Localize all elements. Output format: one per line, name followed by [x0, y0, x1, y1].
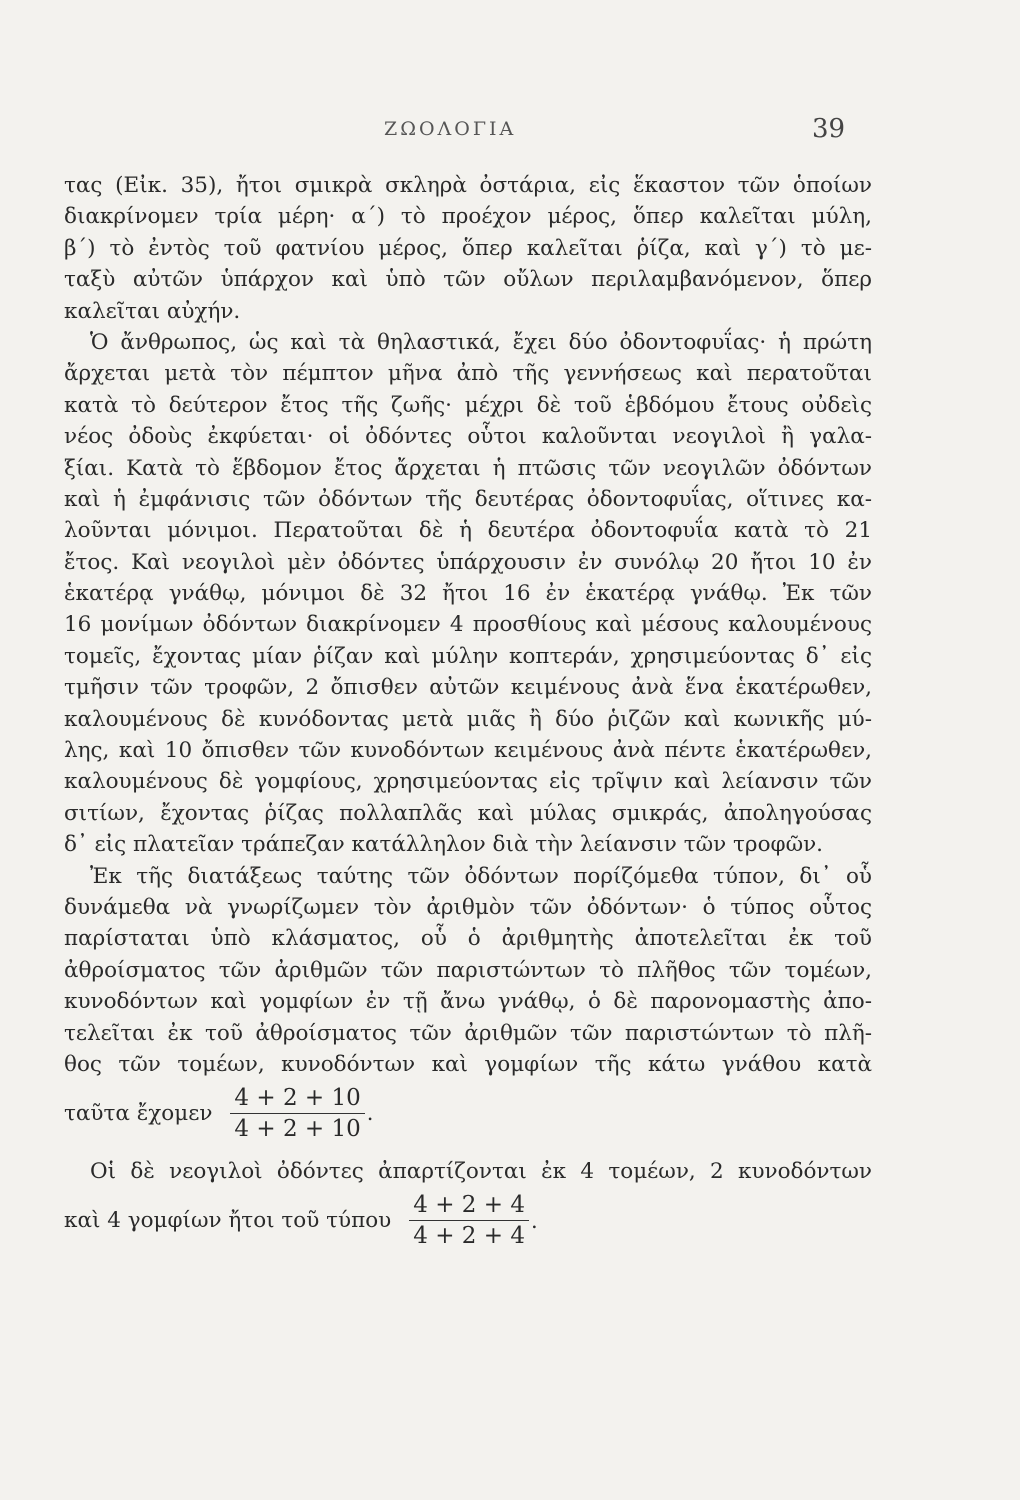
text-line: λοῦνται μόνιμοι. Περατοῦται δὲ ἡ δευτέρα ὀδοντοφυΐα κατὰ τὸ 21 [64, 518, 872, 544]
formula-lead-text: καὶ 4 γομφίων ἤτοι τοῦ τύπου [64, 1208, 392, 1234]
fraction-numerator: 4 + 2 + 4 [409, 1190, 529, 1221]
text-line: καλουμένους δὲ γομφίους, χρησιμεύοντας εἰς τρῖψιν καὶ λείανσιν τῶν [64, 769, 872, 795]
formula-end-dot: . [530, 1208, 538, 1233]
body-text [64, 170, 872, 1254]
formula-end-dot: . [366, 1101, 374, 1126]
text-line: καλουμένους δὲ κυνόδοντας μετὰ μιᾶς ἢ δύο ῥιζῶν καὶ κωνικῆς μύ- [64, 706, 872, 732]
text-line: ἔτος. Καὶ νεογιλοὶ μὲν ὀδόντες ὑπάρχουσιν ἐν συνόλῳ 20 ἤτοι 10 ἐν [64, 549, 872, 575]
dental-formula-fraction [230, 1083, 364, 1144]
text-line: καὶ ἡ ἐμφάνισις τῶν ὀδόντων τῆς δευτέρας ὀδοντοφυΐας, οἵτινες κα- [64, 486, 872, 512]
text-line: Οἱ δὲ νεογιλοὶ ὀδόντες ἀπαρτίζονται ἐκ 4 τομέων, 2 κυνοδόντων [90, 1159, 872, 1185]
text-line: β΄) τὸ ἐντὸς τοῦ φατνίου μέρος, ὅπερ καλεῖται ῥίζα, καὶ γ΄) τὸ με- [64, 235, 872, 261]
text-line: ἑκατέρᾳ γνάθῳ, μόνιμοι δὲ 32 ἤτοι 16 ἐν ἑκατέρᾳ γνάθῳ. Ἐκ τῶν [64, 581, 872, 607]
formula-milk-teeth [64, 1188, 872, 1254]
text-line: τελεῖται ἐκ τοῦ ἀθροίσματος τῶν ἀριθμῶν τῶν παριστώντων τὸ πλῆ- [64, 1020, 872, 1046]
text-line: δ᾽ εἰς πλατεῖαν τράπεζαν κατάλληλον διὰ τὴν λείανσιν τῶν τροφῶν. [64, 832, 824, 858]
text-line: τμῆσιν τῶν τροφῶν, 2 ὄπισθεν αὐτῶν κειμένους ἀνὰ ἕνα ἑκατέρωθεν, [64, 675, 872, 701]
text-line: καλεῖται αὐχήν. [64, 298, 241, 324]
page-number: 39 [812, 114, 846, 144]
fraction-denominator: 4 + 2 + 4 [413, 1223, 525, 1250]
page-header [0, 114, 1020, 158]
text-line: ἄρχεται μετὰ τὸν πέμπτον μῆνα ἀπὸ τῆς γεννήσεως καὶ περατοῦται [64, 361, 872, 387]
text-line: παρίσταται ὑπὸ κλάσματος, οὗ ὁ ἀριθμητὴς ἀποτελεῖται ἐκ τοῦ [64, 926, 872, 952]
text-line: Ὁ ἄνθρωπος, ὡς καὶ τὰ θηλαστικά, ἔχει δύο ὀδοντοφυΐας· ἡ πρώτη [90, 329, 872, 355]
fraction-denominator: 4 + 2 + 10 [234, 1115, 361, 1142]
text-line: δυνάμεθα νὰ γνωρίζωμεν τὸν ἀριθμὸν τῶν ὀδόντων· ὁ τύπος οὗτος [64, 894, 872, 920]
text-line: κυνοδόντων καὶ γομφίων ἐν τῇ ἄνω γνάθῳ, ὁ δὲ παρονομαστὴς ἀπο- [64, 989, 872, 1015]
formula-lead-text: ταῦτα ἔχομεν [64, 1100, 213, 1126]
paragraph-1 [64, 170, 872, 327]
text-line: διακρίνομεν τρία μέρη· α΄) τὸ προέχον μέρος, ὅπερ καλεῖται μύλη, [64, 204, 872, 230]
text-line: νέος ὀδοὺς ἐκφύεται· οἱ ὀδόντες οὗτοι καλοῦνται νεογιλοὶ ἢ γαλα- [64, 424, 872, 450]
text-line: λης, καὶ 10 ὄπισθεν τῶν κυνοδόντων κειμένους ἀνὰ πέντε ἑκατέρωθεν, [64, 738, 872, 764]
text-line: θος τῶν τομέων, κυνοδόντων καὶ γομφίων τῆς κάτω γνάθου κατὰ [64, 1051, 872, 1077]
dental-formula-fraction [409, 1190, 529, 1251]
text-line: ταξὺ αὐτῶν ὑπάρχον καὶ ὑπὸ τῶν οὔλων περιλαμβανόμενον, ὅπερ [64, 267, 872, 293]
text-line: κατὰ τὸ δεύτερον ἔτος τῆς ζωῆς· μέχρι δὲ τοῦ ἑβδόμου ἔτους οὐδεὶς [64, 392, 872, 418]
paragraph-2 [64, 327, 872, 861]
text-line: τας (Εἰκ. 35), ἤτοι σμικρὰ σκληρὰ ὀστάρια, εἰς ἕκαστον τῶν ὁποίων [64, 173, 872, 198]
fraction-numerator: 4 + 2 + 10 [230, 1083, 364, 1114]
text-line: ἀθροίσματος τῶν ἀριθμῶν τῶν παριστώντων τὸ πλῆθος τῶν τομέων, [64, 957, 872, 983]
text-line: Ἐκ τῆς διατάξεως ταύτης τῶν ὀδόντων πορίζόμεθα τύπον, δι᾽ οὗ [90, 863, 872, 889]
paragraph-3 [64, 861, 872, 1081]
text-line: ξίαι. Κατὰ τὸ ἕβδομον ἔτος ἄρχεται ἡ πτῶσις τῶν νεογιλῶν ὀδόντων [64, 455, 872, 481]
formula-adult-teeth [64, 1080, 872, 1146]
text-line: σιτίων, ἔχοντας ῥίζας πολλαπλᾶς καὶ μύλας σμικράς, ἀποληγούσας [64, 800, 872, 826]
text-line: τομεῖς, ἔχοντας μίαν ῥίζαν καὶ μύλην κοπτεράν, χρησιμεύοντας δ᾽ εἰς [64, 643, 872, 669]
running-title: ΖΩΟΛΟΓΙΑ [384, 118, 517, 140]
text-line: 16 μονίμων ὀδόντων διακρίνομεν 4 προσθίους καὶ μέσους καλουμένους [64, 612, 872, 638]
